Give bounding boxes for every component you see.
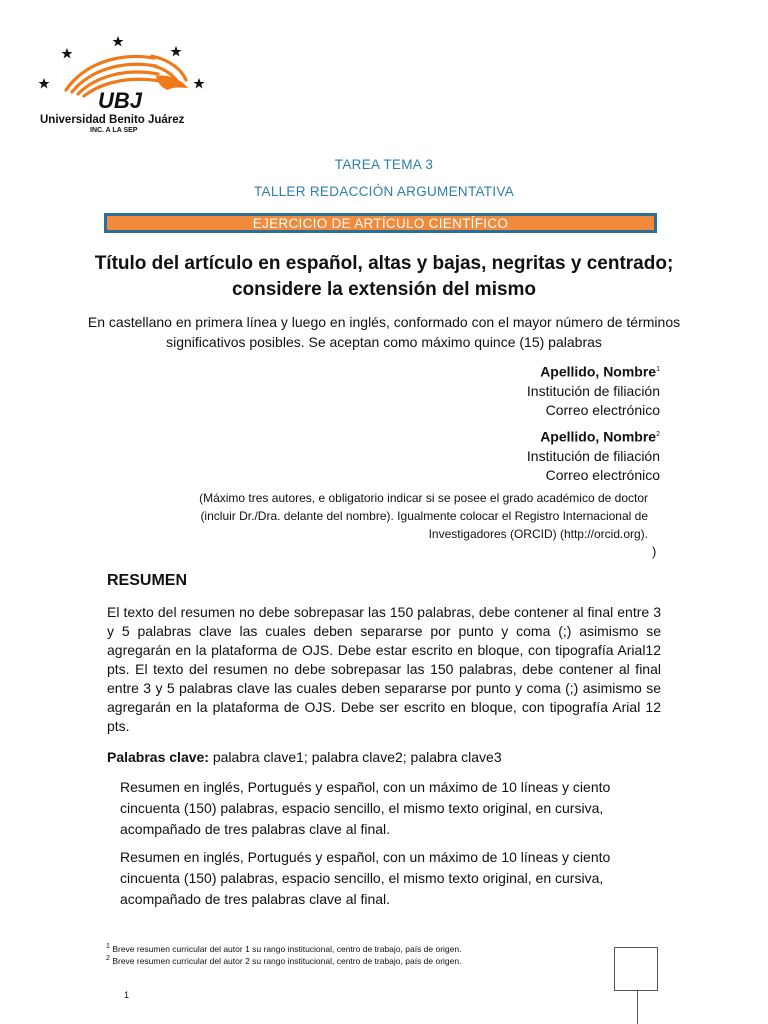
star-icon [62, 48, 73, 59]
university-tagline: INC. A LA SEP [90, 127, 138, 134]
crop-mark-line [637, 991, 638, 1024]
abstract-paragraph: Resumen en inglés, Portugués y español, con un máximo de 10 líneas y ciento cincuenta (150) palabras, espacio sencillo, el mismo texto original, en cursiva, acompañado de tres palabras clave al final. [120, 849, 611, 907]
author-block-1 [527, 360, 660, 420]
exercise-banner: EJERCICIO DE ARTÍCULO CIENTÍFICO [104, 213, 657, 233]
author-name: Apellido, Nombre [540, 363, 657, 380]
resumen-heading: RESUMEN [107, 572, 188, 589]
footnote-2 [106, 952, 461, 967]
logo-monogram: UBJ [97, 88, 143, 113]
star-icon [113, 36, 124, 47]
crop-mark-box [614, 947, 658, 991]
keywords-value: palabra clave1; palabra clave2; palabra clave3 [212, 749, 502, 765]
university-logo [36, 34, 216, 144]
university-name: Universidad Benito Juárez [40, 114, 185, 126]
keywords-line [107, 749, 502, 765]
author-institution: Institución de filiación [526, 447, 660, 464]
author-email: Correo electrónico [545, 466, 660, 483]
article-title: Título del artículo en español, altas y bajas, negritas y centrado; considere la extensión del mismo [94, 253, 674, 300]
assignment-title: TAREA TEMA 3 [334, 157, 434, 172]
author-block-2 [527, 425, 660, 485]
star-icon [194, 78, 205, 89]
author-email: Correo electrónico [545, 401, 660, 418]
author-name: Apellido, Nombre [540, 428, 657, 445]
resumen-text: El texto del resumen no debe sobrepasar las 150 palabras, debe contener al final entre 3 y 5 palabras clave las cuales deben separarse por punto y coma (;) asimismo se agregarán en la plataforma de OJS. Debe estar escrito en bloque, con tipografía Arial12 pts. El texto del resumen no debe sobrepasar las 150 palabras, debe contener al final entre 3 y 5 palabras clave las cuales deben separarse por punto y coma (;) asimismo se agregarán en la plataforma de OJS. Debe ser escrito en bloque, con tipografía Arial 12 pts. [107, 604, 661, 734]
footnote-text: Breve resumen curricular del autor 2 su rango institucional, centro de trabajo, país de origen. [112, 955, 462, 966]
footnote-text: Breve resumen curricular del autor 1 su rango institucional, centro de trabajo, país de origen. [112, 943, 462, 954]
keywords-label: Palabras clave: [107, 749, 209, 765]
star-icon [171, 46, 182, 57]
author-institution: Institución de filiación [526, 382, 660, 399]
abstract-paragraph: Resumen en inglés, Portugués y español, con un máximo de 10 líneas y ciento cincuenta (150) palabras, espacio sencillo, el mismo texto original, en cursiva, acompañado de tres palabras clave al final. [120, 779, 611, 837]
page-number: 1 [124, 990, 130, 1000]
star-icon [39, 78, 50, 89]
authors-note: (Máximo tres autores, e obligatorio indicar si se posee el grado académico de doctor (incluir Dr./Dra. delante del nombre). Igualmente colocar el Registro Internacional de Investigadores (ORCID) (http://orcid.org). [199, 491, 648, 541]
footnote-mark: 2 [656, 431, 660, 438]
footnote-mark: 2 [106, 954, 110, 962]
article-subtitle: En castellano en primera línea y luego en inglés, conformado con el mayor número de términos significativos posibles. Se aceptan como máximo quince (15) palabras [87, 314, 681, 350]
authors-note-close: ) [652, 544, 657, 559]
footnote-mark: 1 [106, 942, 110, 950]
footnote-mark: 1 [656, 366, 660, 373]
workshop-title: TALLER REDACCIÓN ARGUMENTATIVA [253, 184, 515, 199]
